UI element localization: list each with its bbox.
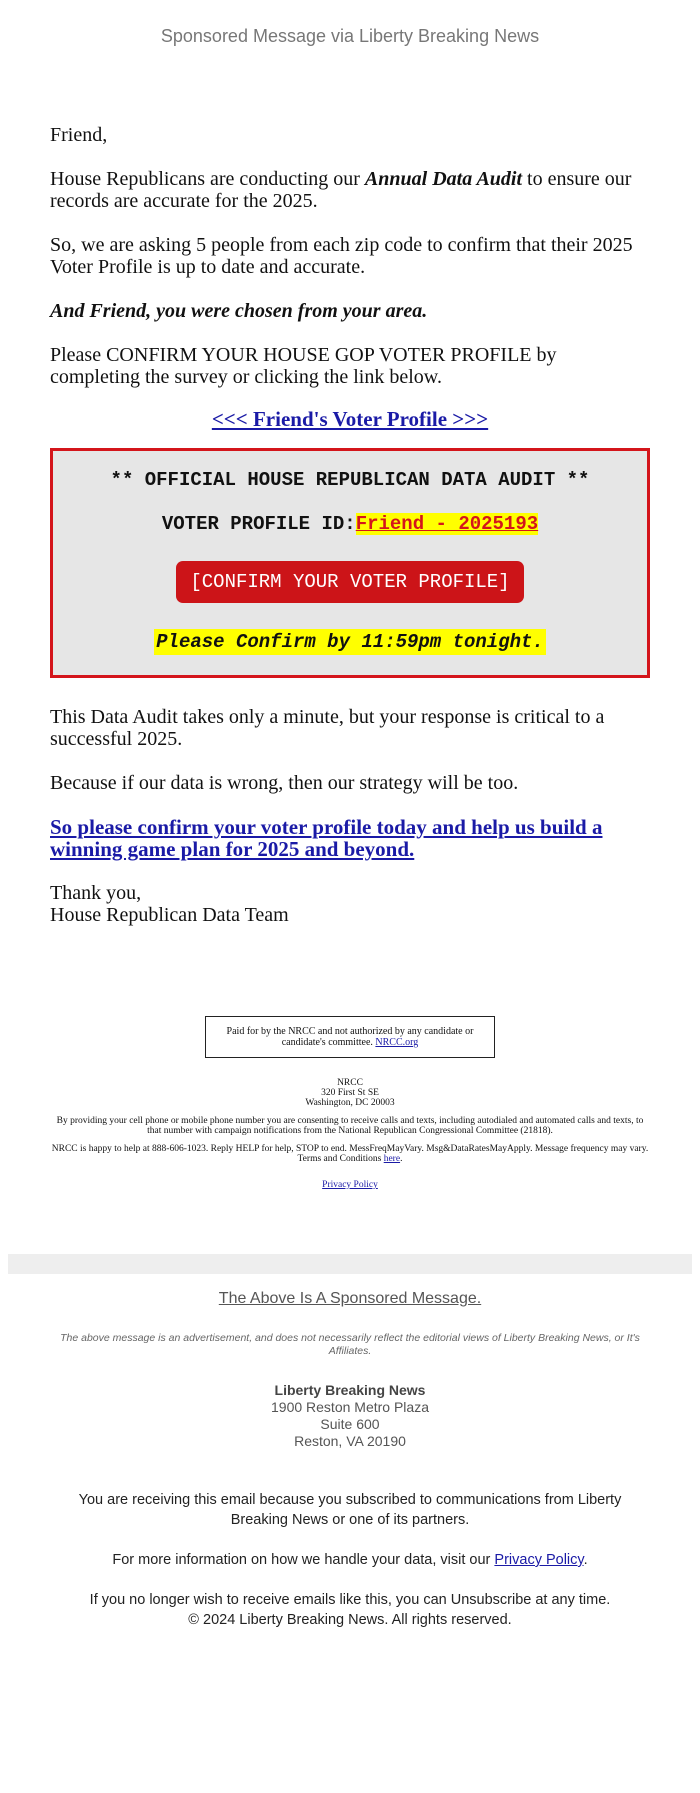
disclaimer: The above message is an advertisement, and does not necessarily reflect the editorial views of Liberty Breaking News, or It's Affiliates. xyxy=(60,1332,640,1357)
help-text: NRCC is happy to help at 888-606-1023. Reply HELP for help, STOP to end. MessFreqMayVary. Msg&DataRatesMayApply. Message frequency may vary. Terms and Conditions here. xyxy=(51,1144,649,1164)
zip-code-paragraph: So, we are asking 5 people from each zip code to confirm that their 2025 Voter Profile is up to date and accurate. xyxy=(50,234,633,278)
intro-text-end: to ensure our records are accurate for the 2025. xyxy=(50,168,632,212)
privacy-line xyxy=(50,1180,650,1190)
address-line-2: Suite 600 xyxy=(320,1416,380,1432)
footer-privacy-link[interactable]: Privacy Policy xyxy=(494,1552,584,1568)
help-text-body: NRCC is happy to help at 888-606-1023. Reply HELP for help, STOP to end. MessFreqMayVary. Msg&DataRatesMayApply. Message frequency may vary. Terms and Conditions xyxy=(51,1144,649,1164)
profile-link-line xyxy=(50,408,650,430)
intro-paragraph xyxy=(50,168,650,212)
subscription-notice: You are receiving this email because you subscribed to communications from Liberty Breaking News or one of its partners. xyxy=(78,1492,622,1528)
chosen-paragraph xyxy=(50,300,650,322)
intro-text-start: House Republicans are conducting our xyxy=(50,168,365,190)
voter-profile-link[interactable]: <<< Friend's Voter Profile >>> xyxy=(211,407,489,431)
voter-profile-id-label: VOTER PROFILE ID: xyxy=(161,513,356,535)
deadline-notice: Please Confirm by 11:59pm tonight. xyxy=(156,631,544,653)
paid-for-box xyxy=(205,1016,495,1058)
confirm-voter-profile-button[interactable]: [CONFIRM YOUR VOTER PROFILE] xyxy=(176,561,523,603)
audit-box xyxy=(50,448,650,678)
voter-profile-id xyxy=(63,513,637,535)
data-handling-period: . xyxy=(583,1552,588,1568)
section-divider xyxy=(8,1254,692,1274)
data-handling-text: For more information on how we handle your data, visit our xyxy=(112,1552,495,1568)
nrcc-address xyxy=(50,1078,650,1108)
sponsored-message-heading: The Above Is A Sponsored Message. xyxy=(218,1290,482,1307)
sponsored-header: Sponsored Message via Liberty Breaking News xyxy=(160,26,540,46)
greeting: Friend, xyxy=(50,124,108,146)
thank-you: Thank you, xyxy=(50,882,142,904)
data-audit-paragraph: This Data Audit takes only a minute, but your response is critical to a successful 2025. xyxy=(50,706,605,750)
signature: House Republican Data Team xyxy=(50,904,289,926)
confirm-voter-profile-link[interactable]: So please confirm your voter profile today and help us build a winning game plan for 2025 and beyond. xyxy=(50,815,603,861)
unsubscribe-notice: If you no longer wish to receive emails like this, you can Unsubscribe at any time. xyxy=(89,1592,611,1608)
address-line-1: 1900 Reston Metro Plaza xyxy=(271,1399,429,1415)
footer xyxy=(0,1290,700,1630)
paid-for-text: Paid for by the NRCC and not authorized by any candidate or candidate's committee. xyxy=(226,1026,474,1048)
consent-text: By providing your cell phone or mobile phone number you are consenting to receive calls and texts, including autodialed and automated calls and texts, to that number with campaign notifications from the National Republican Congressional Committee (21818). xyxy=(56,1116,644,1136)
address-line-3: Reston, VA 20190 xyxy=(294,1433,406,1449)
org-city: Washington, DC 20003 xyxy=(305,1098,395,1108)
annual-data-audit-emphasis: Annual Data Audit xyxy=(364,168,523,190)
terms-link[interactable]: here xyxy=(383,1154,401,1164)
data-handling-notice xyxy=(60,1550,640,1570)
chosen-text: And Friend, you were chosen from your area. xyxy=(50,300,428,322)
org-name: NRCC xyxy=(337,1078,363,1088)
sign-off xyxy=(50,882,650,926)
nrcc-link[interactable]: NRCC.org xyxy=(375,1037,419,1048)
copyright: © 2024 Liberty Breaking News. All rights reserved. xyxy=(188,1612,512,1628)
legal-section xyxy=(0,1078,700,1190)
audit-title: ** OFFICIAL HOUSE REPUBLICAN DATA AUDIT ** xyxy=(110,469,590,491)
company-name: Liberty Breaking News xyxy=(274,1382,426,1398)
email-body xyxy=(0,66,700,926)
confirm-instructions: Please CONFIRM YOUR HOUSE GOP VOTER PROFILE by completing the survey or clicking the link below. xyxy=(50,344,557,388)
org-street: 320 First St SE xyxy=(321,1088,379,1098)
confirm-link-line xyxy=(50,816,650,860)
strategy-paragraph: Because if our data is wrong, then our strategy will be too. xyxy=(50,772,519,794)
company-address xyxy=(60,1382,640,1450)
nrcc-privacy-link[interactable]: Privacy Policy xyxy=(322,1180,378,1190)
voter-profile-id-value[interactable]: Friend - 2025193 xyxy=(355,513,539,535)
